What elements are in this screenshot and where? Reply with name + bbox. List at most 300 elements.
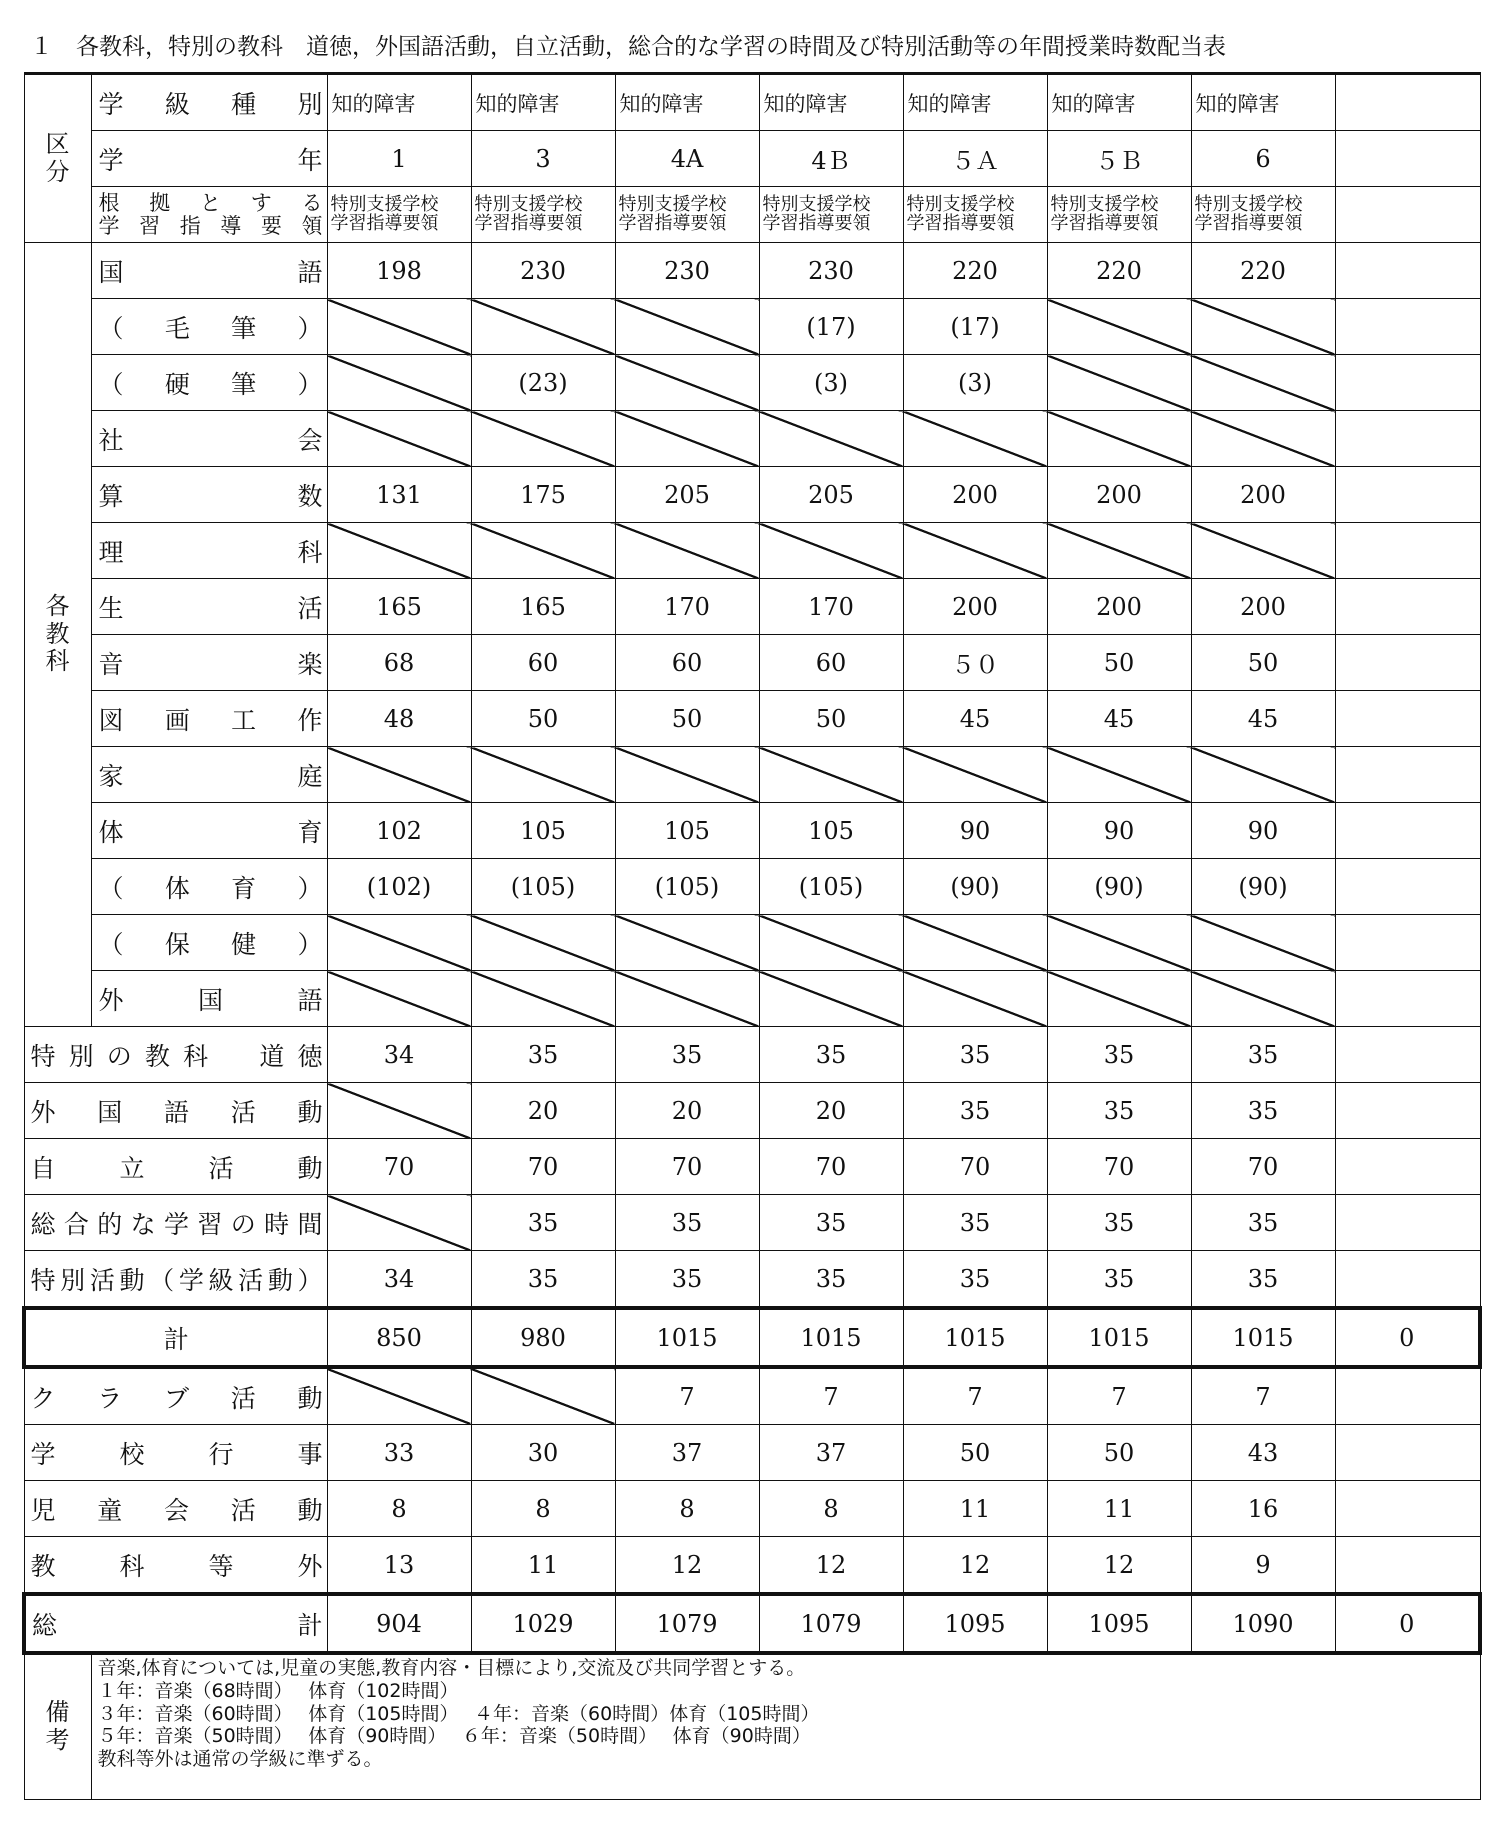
subject-row xyxy=(24,747,1480,803)
grand-total-cell: 1079 xyxy=(615,1594,759,1653)
grand-total-label: 総計 xyxy=(24,1594,327,1653)
extra-row xyxy=(24,1425,1480,1481)
activity-cell: 20 xyxy=(615,1083,759,1139)
activity-cell: 70 xyxy=(759,1139,903,1195)
subject-cell: 230 xyxy=(759,243,903,299)
subject-label: 算数 xyxy=(91,467,327,523)
subject-cell xyxy=(1335,915,1480,971)
row-label xyxy=(91,187,327,243)
subject-cell: 200 xyxy=(1191,579,1335,635)
activity-cell: 35 xyxy=(903,1195,1047,1251)
subject-label: （保健） xyxy=(91,915,327,971)
activity-cell: 35 xyxy=(1191,1027,1335,1083)
grand-total-cell: 1079 xyxy=(759,1594,903,1653)
subject-cell xyxy=(1191,747,1335,803)
extra-cell: 7 xyxy=(759,1367,903,1425)
extra-label: 学校行事 xyxy=(24,1425,327,1481)
notes-line: １年：音楽（68時間） 体育（102時間） xyxy=(97,1679,459,1702)
extra-cell: 37 xyxy=(615,1425,759,1481)
notes-line: 音楽,体育については,児童の実態,教育内容・目標により,交流及び共同学習とする。 xyxy=(97,1657,806,1679)
grade-cell: 4A xyxy=(615,131,759,187)
activity-cell: 35 xyxy=(1191,1083,1335,1139)
subject-row xyxy=(24,859,1480,915)
extra-cell: 50 xyxy=(1047,1425,1191,1481)
subject-cell xyxy=(1047,747,1191,803)
activity-cell: 35 xyxy=(471,1027,615,1083)
extra-cell: 50 xyxy=(903,1425,1047,1481)
subject-cell xyxy=(1191,971,1335,1027)
subject-cell xyxy=(1335,747,1480,803)
subject-cell: 68 xyxy=(327,635,471,691)
activity-cell: 35 xyxy=(471,1195,615,1251)
subject-cell xyxy=(1335,579,1480,635)
extra-cell xyxy=(1335,1481,1480,1537)
subject-cell xyxy=(471,971,615,1027)
grand-total-cell: 904 xyxy=(327,1594,471,1653)
grade-cell: ５Ｂ xyxy=(1047,131,1191,187)
activity-cell xyxy=(1335,1139,1480,1195)
subject-label: 生活 xyxy=(91,579,327,635)
subject-cell xyxy=(327,915,471,971)
subject-cell xyxy=(327,355,471,411)
grade-cell: ５Ａ xyxy=(903,131,1047,187)
subject-cell: (17) xyxy=(903,299,1047,355)
guideline-line: 特別支援学校 xyxy=(330,193,439,215)
activity-cell xyxy=(1335,1251,1480,1309)
subject-cell xyxy=(1191,523,1335,579)
activity-cell: 70 xyxy=(615,1139,759,1195)
subject-cell: 50 xyxy=(759,691,903,747)
subject-cell xyxy=(1047,915,1191,971)
subject-cell xyxy=(903,971,1047,1027)
class-type-cell: 知的障害 xyxy=(759,74,903,131)
header-row-class-type xyxy=(24,74,1480,131)
subject-row xyxy=(24,355,1480,411)
subject-cell xyxy=(1335,299,1480,355)
subject-cell: 165 xyxy=(327,579,471,635)
subject-cell xyxy=(615,747,759,803)
activity-cell: 34 xyxy=(327,1251,471,1309)
subject-cell: 165 xyxy=(471,579,615,635)
subject-row xyxy=(24,635,1480,691)
subject-row xyxy=(24,243,1480,299)
subject-cell: (3) xyxy=(759,355,903,411)
subject-label: 外国語 xyxy=(91,971,327,1027)
subject-cell: (105) xyxy=(615,859,759,915)
activity-cell: 70 xyxy=(1047,1139,1191,1195)
row-label-line: 学習指導要領 xyxy=(98,213,323,238)
grand-total-cell: 0 xyxy=(1335,1594,1480,1653)
notes-line: ５年：音楽（50時間） 体育（90時間） ６年：音楽（50時間） 体育（90時間） xyxy=(97,1725,811,1748)
subject-label: （体育） xyxy=(91,859,327,915)
subject-label: （毛筆） xyxy=(91,299,327,355)
subject-cell: 105 xyxy=(615,803,759,859)
subject-cell: 175 xyxy=(471,467,615,523)
subject-cell: 50 xyxy=(615,691,759,747)
extra-cell: 13 xyxy=(327,1537,471,1595)
extra-cell: 33 xyxy=(327,1425,471,1481)
row-label: 学 級 種 別 xyxy=(91,74,327,131)
subject-cell xyxy=(1047,411,1191,467)
subject-cell xyxy=(327,299,471,355)
subject-cell: 200 xyxy=(1191,467,1335,523)
subject-row xyxy=(24,691,1480,747)
subject-cell: 105 xyxy=(759,803,903,859)
subject-label: 家庭 xyxy=(91,747,327,803)
activity-row xyxy=(24,1139,1480,1195)
extra-label: クラブ活動 xyxy=(24,1367,327,1425)
subjects-section-label: 各 教 科 xyxy=(24,243,91,1027)
subject-label: （硬筆） xyxy=(91,355,327,411)
activity-cell: 35 xyxy=(903,1083,1047,1139)
extra-cell: 9 xyxy=(1191,1537,1335,1595)
subject-cell: 200 xyxy=(903,579,1047,635)
subject-cell xyxy=(615,523,759,579)
subject-cell xyxy=(1335,355,1480,411)
subject-cell xyxy=(327,523,471,579)
grade-cell xyxy=(1335,131,1480,187)
subject-row xyxy=(24,411,1480,467)
activity-cell: 70 xyxy=(903,1139,1047,1195)
activity-cell: 35 xyxy=(615,1195,759,1251)
extra-cell: 11 xyxy=(903,1481,1047,1537)
guideline-line: 学習指導要領 xyxy=(906,212,1015,234)
subject-cell: 105 xyxy=(471,803,615,859)
subject-cell xyxy=(1335,243,1480,299)
section-label: 区 分 xyxy=(24,74,91,243)
extra-cell: 37 xyxy=(759,1425,903,1481)
subject-cell xyxy=(471,411,615,467)
guideline-line: 学習指導要領 xyxy=(618,212,727,234)
subject-cell: 170 xyxy=(615,579,759,635)
activity-label: 特別活動（学級活動） xyxy=(24,1251,327,1309)
guideline-line: 学習指導要領 xyxy=(1050,212,1159,234)
class-type-cell: 知的障害 xyxy=(1047,74,1191,131)
grand-total-cell: 1090 xyxy=(1191,1594,1335,1653)
guideline-line: 特別支援学校 xyxy=(762,193,871,215)
guideline-line: 特別支援学校 xyxy=(618,193,727,215)
grade-cell: 6 xyxy=(1191,131,1335,187)
guideline-cell xyxy=(615,187,759,243)
class-hours-table xyxy=(22,72,1482,1800)
subject-cell: (3) xyxy=(903,355,1047,411)
subject-cell xyxy=(327,747,471,803)
guideline-cell xyxy=(903,187,1047,243)
header-row-guideline xyxy=(24,187,1480,243)
subject-cell: 200 xyxy=(903,467,1047,523)
activity-cell: 35 xyxy=(1047,1027,1191,1083)
class-type-cell: 知的障害 xyxy=(471,74,615,131)
extra-cell: 7 xyxy=(1047,1367,1191,1425)
subject-cell xyxy=(1191,299,1335,355)
subject-label: 図画工作 xyxy=(91,691,327,747)
subject-label: 国語 xyxy=(91,243,327,299)
subject-cell: 50 xyxy=(1191,635,1335,691)
guideline-line: 学習指導要領 xyxy=(762,212,871,234)
subject-cell: 90 xyxy=(1191,803,1335,859)
subject-cell xyxy=(1191,411,1335,467)
activity-cell: 35 xyxy=(759,1251,903,1309)
extra-cell: 8 xyxy=(327,1481,471,1537)
extra-cell: 16 xyxy=(1191,1481,1335,1537)
activity-cell: 20 xyxy=(471,1083,615,1139)
header-row-grade xyxy=(24,131,1480,187)
subject-cell xyxy=(903,523,1047,579)
guideline-cell xyxy=(471,187,615,243)
subtotal-label: 計 xyxy=(24,1308,327,1367)
activity-cell: 35 xyxy=(903,1027,1047,1083)
subject-cell xyxy=(903,411,1047,467)
subject-row xyxy=(24,971,1480,1027)
subject-cell xyxy=(471,915,615,971)
subject-cell: 170 xyxy=(759,579,903,635)
extra-cell: 12 xyxy=(759,1537,903,1595)
notes-line: 教科等外は通常の学級に準ずる。 xyxy=(97,1748,383,1771)
activity-row xyxy=(24,1083,1480,1139)
subject-cell: 45 xyxy=(1191,691,1335,747)
subject-cell: 102 xyxy=(327,803,471,859)
subject-cell: 90 xyxy=(903,803,1047,859)
subtotal-cell: 1015 xyxy=(1047,1308,1191,1367)
subject-cell: 60 xyxy=(615,635,759,691)
extra-cell: 8 xyxy=(471,1481,615,1537)
activity-cell: 35 xyxy=(759,1027,903,1083)
activity-cell: 35 xyxy=(615,1027,759,1083)
subject-cell: (102) xyxy=(327,859,471,915)
activity-row xyxy=(24,1195,1480,1251)
subject-cell xyxy=(759,523,903,579)
grand-total-row xyxy=(24,1594,1480,1653)
guideline-line: 特別支援学校 xyxy=(474,193,583,215)
subject-cell xyxy=(1047,299,1191,355)
guideline-line: 学習指導要領 xyxy=(1194,212,1303,234)
extra-cell xyxy=(327,1367,471,1425)
subject-cell xyxy=(1047,355,1191,411)
extra-label: 児童会活動 xyxy=(24,1481,327,1537)
row-label-line: 根拠とする xyxy=(98,191,323,216)
activity-cell xyxy=(327,1083,471,1139)
extra-cell: 11 xyxy=(1047,1481,1191,1537)
subject-cell: 198 xyxy=(327,243,471,299)
subject-cell xyxy=(1047,523,1191,579)
extra-cell xyxy=(1335,1367,1480,1425)
guideline-line: 特別支援学校 xyxy=(1194,193,1303,215)
grade-cell: 4Ｂ xyxy=(759,131,903,187)
subject-cell xyxy=(1047,971,1191,1027)
subject-row xyxy=(24,803,1480,859)
subject-cell: 50 xyxy=(471,691,615,747)
activity-cell: 35 xyxy=(1047,1083,1191,1139)
subject-cell: 45 xyxy=(903,691,1047,747)
extra-cell: 8 xyxy=(759,1481,903,1537)
extra-cell: 7 xyxy=(903,1367,1047,1425)
activity-cell: 35 xyxy=(1191,1195,1335,1251)
guideline-cell xyxy=(1335,187,1480,243)
class-type-cell: 知的障害 xyxy=(1191,74,1335,131)
extra-cell: 12 xyxy=(1047,1537,1191,1595)
activity-cell: 70 xyxy=(327,1139,471,1195)
subject-cell xyxy=(759,971,903,1027)
class-type-cell: 知的障害 xyxy=(615,74,759,131)
grand-total-cell: 1029 xyxy=(471,1594,615,1653)
activity-label: 特別の教科 道徳 xyxy=(24,1027,327,1083)
subject-cell xyxy=(615,971,759,1027)
subtotal-cell: 1015 xyxy=(615,1308,759,1367)
subject-cell: 230 xyxy=(615,243,759,299)
subject-cell xyxy=(1335,467,1480,523)
subject-cell xyxy=(615,915,759,971)
subject-cell xyxy=(615,411,759,467)
subject-cell: 220 xyxy=(1047,243,1191,299)
activity-cell: 35 xyxy=(903,1251,1047,1309)
subject-cell: (23) xyxy=(471,355,615,411)
subject-cell: 200 xyxy=(1047,467,1191,523)
subject-cell xyxy=(1335,411,1480,467)
subject-cell: (105) xyxy=(471,859,615,915)
row-label: 学 年 xyxy=(91,131,327,187)
subject-cell: (90) xyxy=(903,859,1047,915)
subject-cell xyxy=(327,411,471,467)
subject-cell xyxy=(1191,915,1335,971)
activity-cell: 35 xyxy=(1191,1251,1335,1309)
subject-row xyxy=(24,523,1480,579)
subject-cell xyxy=(1335,523,1480,579)
subject-cell: (90) xyxy=(1191,859,1335,915)
subject-cell xyxy=(471,747,615,803)
guideline-cell xyxy=(1047,187,1191,243)
activity-cell: 35 xyxy=(759,1195,903,1251)
subject-cell: 131 xyxy=(327,467,471,523)
activity-cell xyxy=(1335,1083,1480,1139)
subject-cell xyxy=(759,411,903,467)
subject-cell: ５０ xyxy=(903,635,1047,691)
subject-label: 理科 xyxy=(91,523,327,579)
subject-cell: 220 xyxy=(1191,243,1335,299)
subtotal-cell: 1015 xyxy=(759,1308,903,1367)
activity-cell xyxy=(327,1195,471,1251)
subject-cell xyxy=(903,915,1047,971)
activity-cell: 35 xyxy=(471,1251,615,1309)
subject-cell xyxy=(1191,355,1335,411)
extra-cell: 8 xyxy=(615,1481,759,1537)
subject-label: 体育 xyxy=(91,803,327,859)
subject-cell: 205 xyxy=(759,467,903,523)
extra-cell: 11 xyxy=(471,1537,615,1595)
notes-line: ３年：音楽（60時間） 体育（105時間） ４年：音楽（60時間）体育（105時間） xyxy=(97,1702,820,1725)
extra-row xyxy=(24,1481,1480,1537)
subject-cell xyxy=(1335,971,1480,1027)
activity-cell: 35 xyxy=(1047,1195,1191,1251)
subject-cell xyxy=(1335,803,1480,859)
subject-row xyxy=(24,579,1480,635)
subject-cell: 90 xyxy=(1047,803,1191,859)
extra-label: 教科等外 xyxy=(24,1537,327,1595)
activity-label: 自立活動 xyxy=(24,1139,327,1195)
subject-cell xyxy=(471,523,615,579)
guideline-line: 特別支援学校 xyxy=(1050,193,1159,215)
grand-total-cell: 1095 xyxy=(1047,1594,1191,1653)
guideline-line: 学習指導要領 xyxy=(330,212,439,234)
activity-row xyxy=(24,1027,1480,1083)
subtotal-cell: 1015 xyxy=(1191,1308,1335,1367)
subtotal-cell: 980 xyxy=(471,1308,615,1367)
subject-cell xyxy=(327,971,471,1027)
notes-content xyxy=(91,1653,1480,1800)
activity-cell: 70 xyxy=(1191,1139,1335,1195)
extra-cell: 7 xyxy=(1191,1367,1335,1425)
class-type-cell: 知的障害 xyxy=(903,74,1047,131)
extra-cell: 12 xyxy=(615,1537,759,1595)
activity-cell xyxy=(1335,1027,1480,1083)
guideline-line: 学習指導要領 xyxy=(474,212,583,234)
extra-cell: 30 xyxy=(471,1425,615,1481)
subtotal-row xyxy=(24,1308,1480,1367)
subject-cell: (105) xyxy=(759,859,903,915)
activity-cell: 35 xyxy=(1047,1251,1191,1309)
activity-cell xyxy=(1335,1195,1480,1251)
extra-cell: 43 xyxy=(1191,1425,1335,1481)
class-type-cell xyxy=(1335,74,1480,131)
subject-cell xyxy=(615,299,759,355)
guideline-line: 特別支援学校 xyxy=(906,193,1015,215)
page-title: １ 各教科，特別の教科 道徳，外国語活動，自立活動，総合的な学習の時間及び特別活動等の年間授業時数配当表 xyxy=(30,34,1226,60)
subject-cell xyxy=(759,747,903,803)
extra-row xyxy=(24,1537,1480,1595)
subject-cell: 200 xyxy=(1047,579,1191,635)
subject-cell: 45 xyxy=(1047,691,1191,747)
subject-cell xyxy=(1335,859,1480,915)
grade-cell: 1 xyxy=(327,131,471,187)
subject-cell: 60 xyxy=(759,635,903,691)
subject-cell: 230 xyxy=(471,243,615,299)
subject-cell xyxy=(903,747,1047,803)
grade-cell: 3 xyxy=(471,131,615,187)
subject-cell: 220 xyxy=(903,243,1047,299)
activity-cell: 35 xyxy=(615,1251,759,1309)
subject-row xyxy=(24,915,1480,971)
extra-cell xyxy=(1335,1537,1480,1595)
activity-row xyxy=(24,1251,1480,1309)
extra-cell: 7 xyxy=(615,1367,759,1425)
subject-cell: 205 xyxy=(615,467,759,523)
activity-label: 総合的な学習の時間 xyxy=(24,1195,327,1251)
activity-cell: 70 xyxy=(471,1139,615,1195)
subject-cell: (17) xyxy=(759,299,903,355)
subtotal-cell: 850 xyxy=(327,1308,471,1367)
guideline-cell xyxy=(759,187,903,243)
subtotal-cell: 0 xyxy=(1335,1308,1480,1367)
activity-cell: 34 xyxy=(327,1027,471,1083)
subject-cell: 60 xyxy=(471,635,615,691)
subtotal-cell: 1015 xyxy=(903,1308,1047,1367)
subject-cell xyxy=(759,915,903,971)
subject-cell xyxy=(471,299,615,355)
subject-label: 音楽 xyxy=(91,635,327,691)
subject-cell xyxy=(615,355,759,411)
extra-cell: 12 xyxy=(903,1537,1047,1595)
activity-label: 外国語活動 xyxy=(24,1083,327,1139)
subject-cell: 48 xyxy=(327,691,471,747)
subject-cell: 50 xyxy=(1047,635,1191,691)
activity-cell: 20 xyxy=(759,1083,903,1139)
notes-label: 備 考 xyxy=(24,1653,91,1800)
class-type-cell: 知的障害 xyxy=(327,74,471,131)
subject-row xyxy=(24,467,1480,523)
extra-row xyxy=(24,1367,1480,1425)
subject-row xyxy=(24,299,1480,355)
extra-cell xyxy=(471,1367,615,1425)
extra-cell xyxy=(1335,1425,1480,1481)
